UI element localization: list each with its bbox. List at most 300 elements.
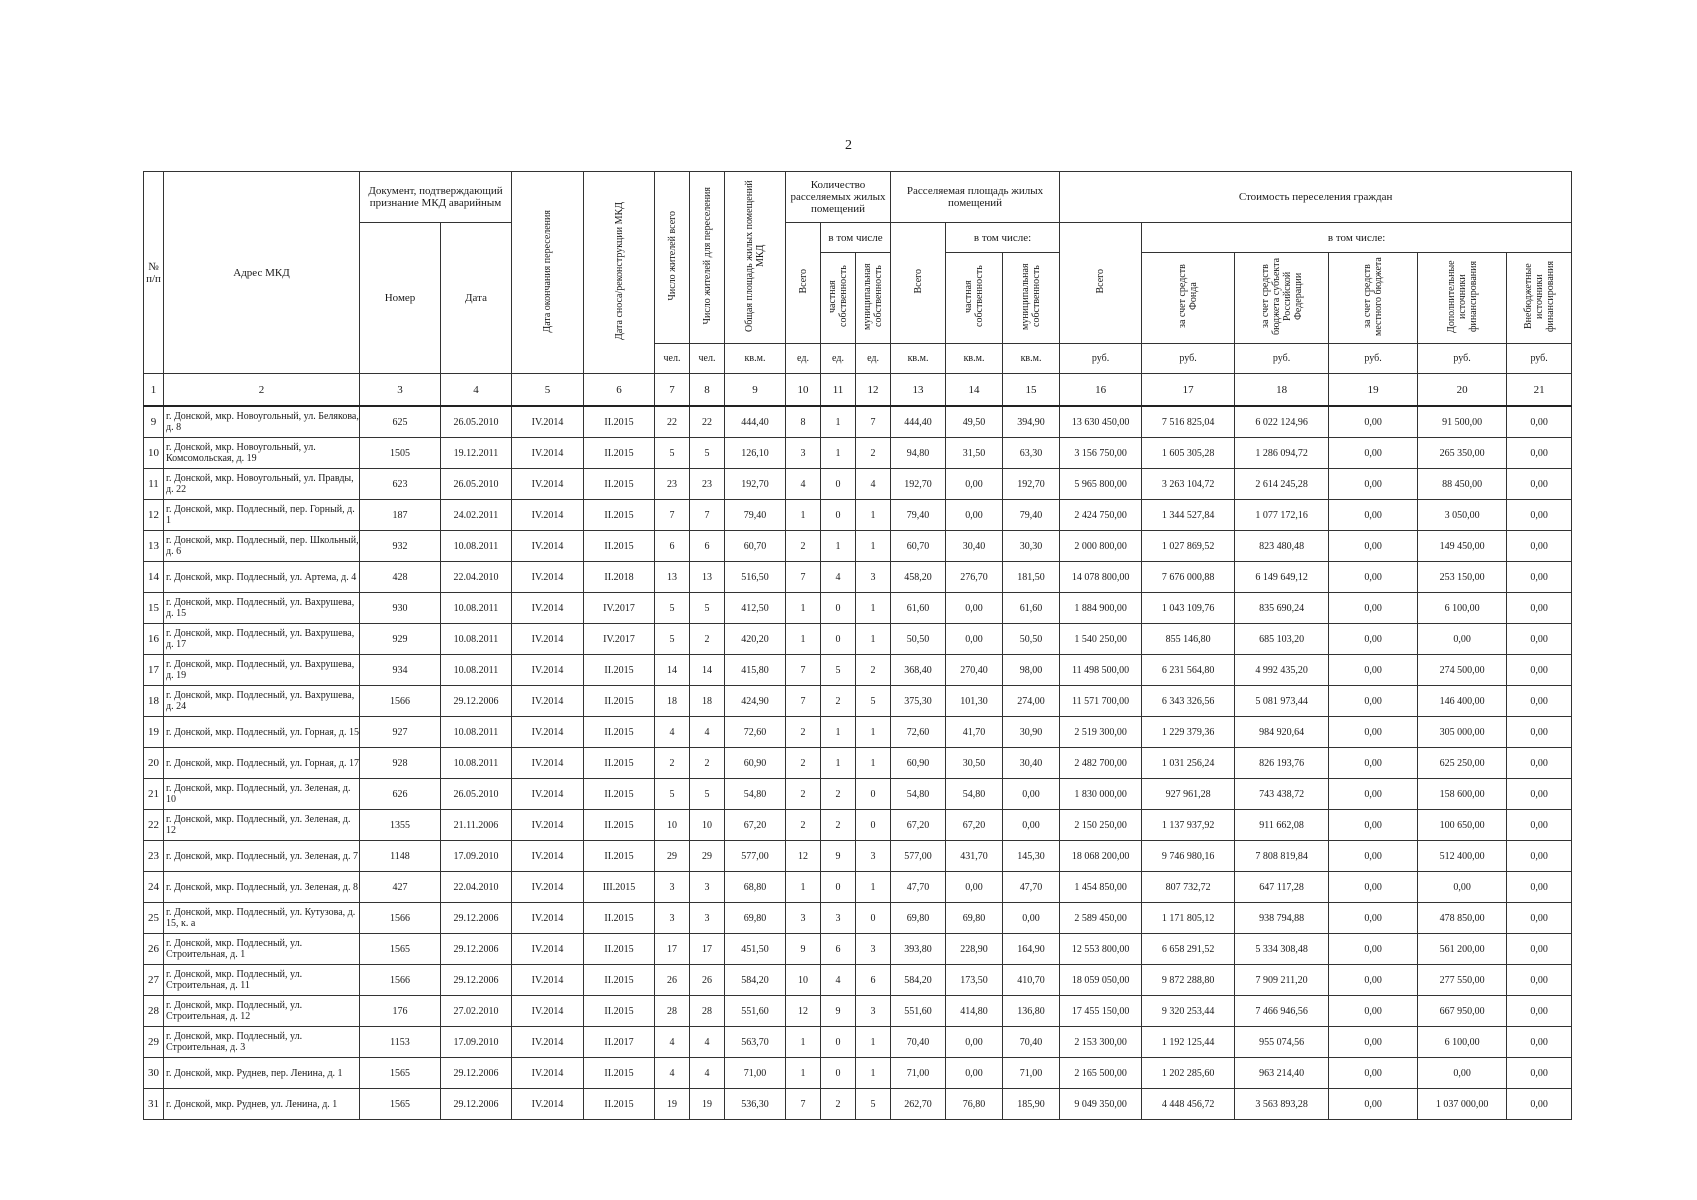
table-cell: 146 400,00	[1418, 686, 1507, 717]
table-cell: 2	[786, 748, 821, 779]
table-cell: 12 553 800,00	[1060, 934, 1142, 965]
table-cell: IV.2014	[512, 1089, 584, 1120]
table-cell: 11 571 700,00	[1060, 686, 1142, 717]
table-cell: 393,80	[891, 934, 946, 965]
table-cell: 70,40	[1003, 1027, 1060, 1058]
table-cell: 126,10	[725, 438, 786, 469]
table-cell: 577,00	[891, 841, 946, 872]
table-cell: 10.08.2011	[441, 624, 512, 655]
table-cell: 29	[690, 841, 725, 872]
header-area-group: Расселяемая площадь жилых помещений	[891, 172, 1060, 223]
table-cell: 18 059 050,00	[1060, 965, 1142, 996]
row-number: 19	[144, 717, 164, 748]
column-number: 6	[584, 374, 655, 407]
table-row	[144, 1058, 1572, 1089]
table-cell: 47,70	[891, 872, 946, 903]
table-cell: 0	[821, 624, 856, 655]
table-cell: II.2015	[584, 406, 655, 438]
address-cell: г. Донской, мкр. Новоугольный, ул. Правды, д. 22	[164, 469, 360, 500]
table-cell: 0,00	[1418, 872, 1507, 903]
table-cell: 1	[856, 500, 891, 531]
table-cell: 1 229 379,36	[1142, 717, 1235, 748]
table-cell: 265 350,00	[1418, 438, 1507, 469]
table-row	[144, 500, 1572, 531]
table-cell: 1 027 869,52	[1142, 531, 1235, 562]
column-number: 11	[821, 374, 856, 407]
table-cell: 807 732,72	[1142, 872, 1235, 903]
address-cell: г. Донской, мкр. Подлесный, ул. Вахрушева, д. 19	[164, 655, 360, 686]
table-cell: 10.08.2011	[441, 717, 512, 748]
table-cell: 561 200,00	[1418, 934, 1507, 965]
table-cell: 2	[821, 779, 856, 810]
table-cell: 276,70	[946, 562, 1003, 593]
table-cell: 0,00	[1507, 1089, 1572, 1120]
table-cell: 3	[655, 903, 690, 934]
table-cell: 6	[821, 934, 856, 965]
table-cell: 0,00	[1329, 500, 1418, 531]
table-cell: 458,20	[891, 562, 946, 593]
table-cell: 1565	[360, 1058, 441, 1089]
table-cell: 2	[786, 717, 821, 748]
table-cell: 26	[655, 965, 690, 996]
table-cell: 0,00	[1507, 562, 1572, 593]
table-cell: 4	[655, 1027, 690, 1058]
row-number: 17	[144, 655, 164, 686]
header-cost-additional: Дополнительные источники финансирования	[1418, 253, 1507, 344]
table-cell: II.2015	[584, 841, 655, 872]
table-cell: 2	[856, 438, 891, 469]
table-cell: 3	[821, 903, 856, 934]
address-cell: г. Донской, мкр. Руднев, пер. Ленина, д. 1	[164, 1058, 360, 1089]
table-row	[144, 996, 1572, 1027]
table-cell: 2 165 500,00	[1060, 1058, 1142, 1089]
unit-cell: кв.м.	[1003, 344, 1060, 374]
table-cell: 625 250,00	[1418, 748, 1507, 779]
table-cell: 31,50	[946, 438, 1003, 469]
table-cell: 9	[821, 996, 856, 1027]
table-cell: 72,60	[891, 717, 946, 748]
column-number: 5	[512, 374, 584, 407]
table-cell: 410,70	[1003, 965, 1060, 996]
table-cell: 1565	[360, 1089, 441, 1120]
table-cell: 2	[786, 779, 821, 810]
table-cell: 0	[821, 593, 856, 624]
table-cell: 3 050,00	[1418, 500, 1507, 531]
table-cell: 2 150 250,00	[1060, 810, 1142, 841]
table-cell: 29.12.2006	[441, 1058, 512, 1089]
table-cell: 22.04.2010	[441, 872, 512, 903]
table-cell: 1	[856, 624, 891, 655]
header-area-municipal: муниципальная собственность	[1003, 253, 1060, 344]
table-cell: 9 320 253,44	[1142, 996, 1235, 1027]
header-count-municipal: муниципальная собственность	[856, 253, 891, 344]
table-cell: 855 146,80	[1142, 624, 1235, 655]
table-cell: 0,00	[1329, 872, 1418, 903]
table-cell: 14	[690, 655, 725, 686]
address-cell: г. Донской, мкр. Руднев, ул. Ленина, д. 1	[164, 1089, 360, 1120]
table-cell: 18	[690, 686, 725, 717]
unit-cell: руб.	[1418, 344, 1507, 374]
table-cell: 0,00	[1329, 934, 1418, 965]
table-cell: 1	[821, 406, 856, 438]
table-cell: 3	[856, 996, 891, 1027]
table-cell: 551,60	[891, 996, 946, 1027]
column-number: 13	[891, 374, 946, 407]
table-cell: 0	[821, 500, 856, 531]
table-cell: 6 100,00	[1418, 1027, 1507, 1058]
table-cell: 50,50	[891, 624, 946, 655]
table-cell: 516,50	[725, 562, 786, 593]
table-row	[144, 903, 1572, 934]
table-cell: 27.02.2010	[441, 996, 512, 1027]
row-number: 31	[144, 1089, 164, 1120]
table-cell: 5	[655, 624, 690, 655]
table-cell: 30,40	[1003, 748, 1060, 779]
table-cell: II.2015	[584, 686, 655, 717]
table-cell: 67,20	[891, 810, 946, 841]
table-cell: 5 334 308,48	[1235, 934, 1329, 965]
table-cell: IV.2014	[512, 996, 584, 1027]
table-cell: 4	[786, 469, 821, 500]
table-row	[144, 717, 1572, 748]
table-cell: 63,30	[1003, 438, 1060, 469]
table-cell: 26.05.2010	[441, 779, 512, 810]
table-cell: 584,20	[725, 965, 786, 996]
table-cell: 164,90	[1003, 934, 1060, 965]
table-cell: IV.2014	[512, 779, 584, 810]
table-cell: IV.2014	[512, 562, 584, 593]
table-cell: 30,40	[946, 531, 1003, 562]
table-cell: 4 448 456,72	[1142, 1089, 1235, 1120]
table-row	[144, 872, 1572, 903]
table-cell: 0,00	[1329, 562, 1418, 593]
table-cell: 0,00	[1507, 593, 1572, 624]
table-cell: 1148	[360, 841, 441, 872]
header-count-group: Количество расселяемых жилых помещений	[786, 172, 891, 223]
table-cell: 0,00	[1329, 686, 1418, 717]
header-address: Адрес МКД	[164, 172, 360, 374]
table-cell: 0,00	[1329, 469, 1418, 500]
table-cell: 4	[821, 965, 856, 996]
table-cell: 1 192 125,44	[1142, 1027, 1235, 1058]
table-cell: 1 137 937,92	[1142, 810, 1235, 841]
address-cell: г. Донской, мкр. Подлесный, ул. Строительная, д. 11	[164, 965, 360, 996]
table-cell: 0,00	[1507, 996, 1572, 1027]
table-cell: 0,00	[1507, 717, 1572, 748]
table-cell: 29.12.2006	[441, 1089, 512, 1120]
table-cell: 0,00	[1329, 903, 1418, 934]
table-cell: 10	[690, 810, 725, 841]
table-cell: IV.2014	[512, 717, 584, 748]
table-cell: 18	[655, 686, 690, 717]
table-cell: 835 690,24	[1235, 593, 1329, 624]
table-cell: 955 074,56	[1235, 1027, 1329, 1058]
table-cell: 7 516 825,04	[1142, 406, 1235, 438]
table-cell: 1	[856, 593, 891, 624]
table-cell: 60,70	[725, 531, 786, 562]
table-cell: 192,70	[1003, 469, 1060, 500]
column-number: 4	[441, 374, 512, 407]
table-cell: 54,80	[725, 779, 786, 810]
table-row	[144, 779, 1572, 810]
table-cell: 551,60	[725, 996, 786, 1027]
table-cell: 22	[655, 406, 690, 438]
header-cost-group: Стоимость переселения граждан	[1060, 172, 1572, 223]
table-cell: IV.2014	[512, 841, 584, 872]
header-doc-date: Дата	[441, 223, 512, 374]
table-cell: II.2015	[584, 779, 655, 810]
table-cell: 28	[655, 996, 690, 1027]
table-cell: 5	[655, 779, 690, 810]
header-doc-number: Номер	[360, 223, 441, 374]
table-cell: 911 662,08	[1235, 810, 1329, 841]
address-cell: г. Донской, мкр. Подлесный, ул. Зеленая, д. 8	[164, 872, 360, 903]
table-cell: 427	[360, 872, 441, 903]
table-cell: 927 961,28	[1142, 779, 1235, 810]
row-number: 13	[144, 531, 164, 562]
table-cell: 2	[821, 810, 856, 841]
table-cell: 26.05.2010	[441, 406, 512, 438]
table-cell: 0,00	[1507, 810, 1572, 841]
table-cell: 6 231 564,80	[1142, 655, 1235, 686]
table-body	[144, 406, 1572, 1120]
row-number: 27	[144, 965, 164, 996]
table-cell: IV.2014	[512, 965, 584, 996]
table-cell: 1	[786, 872, 821, 903]
table-row	[144, 841, 1572, 872]
header-cost-extra: Внебюджетные источники финансирования	[1507, 253, 1572, 344]
table-cell: 1505	[360, 438, 441, 469]
table-cell: 1 077 172,16	[1235, 500, 1329, 531]
table-cell: 9	[786, 934, 821, 965]
table-cell: 826 193,76	[1235, 748, 1329, 779]
address-cell: г. Донской, мкр. Подлесный, ул. Строительная, д. 12	[164, 996, 360, 1027]
unit-cell: чел.	[655, 344, 690, 374]
table-cell: II.2015	[584, 903, 655, 934]
unit-cell: руб.	[1060, 344, 1142, 374]
table-cell: 54,80	[891, 779, 946, 810]
table-cell: 10.08.2011	[441, 593, 512, 624]
table-cell: 0,00	[1507, 655, 1572, 686]
table-cell: 1	[786, 1058, 821, 1089]
table-row	[144, 748, 1572, 779]
table-cell: IV.2014	[512, 903, 584, 934]
table-cell: 2 614 245,28	[1235, 469, 1329, 500]
table-cell: 2	[821, 686, 856, 717]
table-cell: 2 519 300,00	[1060, 717, 1142, 748]
table-cell: 1153	[360, 1027, 441, 1058]
table-cell: 1	[821, 717, 856, 748]
address-cell: г. Донской, мкр. Подлесный, ул. Зеленая, д. 10	[164, 779, 360, 810]
table-cell: 823 480,48	[1235, 531, 1329, 562]
table-cell: 4	[690, 1027, 725, 1058]
address-cell: г. Донской, мкр. Подлесный, ул. Горная, д. 17	[164, 748, 360, 779]
table-cell: 30,90	[1003, 717, 1060, 748]
header-count-private: частная собственность	[821, 253, 856, 344]
table-cell: 0,00	[1507, 469, 1572, 500]
table-cell: 667 950,00	[1418, 996, 1507, 1027]
table-cell: II.2015	[584, 531, 655, 562]
table-row	[144, 593, 1572, 624]
table-cell: 0,00	[1507, 934, 1572, 965]
table-cell: 2 153 300,00	[1060, 1027, 1142, 1058]
table-cell: 41,70	[946, 717, 1003, 748]
table-row	[144, 531, 1572, 562]
table-cell: 7	[655, 500, 690, 531]
row-number: 11	[144, 469, 164, 500]
table-cell: 3	[690, 903, 725, 934]
address-cell: г. Донской, мкр. Подлесный, пер. Горный, д. 1	[164, 500, 360, 531]
table-cell: IV.2014	[512, 934, 584, 965]
header-residents-total: Число жителей всего	[655, 172, 690, 344]
address-cell: г. Донской, мкр. Подлесный, ул. Зеленая, д. 12	[164, 810, 360, 841]
table-cell: 0,00	[1507, 624, 1572, 655]
table-cell: 0,00	[1329, 1089, 1418, 1120]
table-cell: 0	[821, 1058, 856, 1089]
table-cell: 29	[655, 841, 690, 872]
table-cell: 0,00	[1507, 500, 1572, 531]
table-cell: 274 500,00	[1418, 655, 1507, 686]
table-cell: 11 498 500,00	[1060, 655, 1142, 686]
table-cell: II.2018	[584, 562, 655, 593]
table-cell: 185,90	[1003, 1089, 1060, 1120]
table-cell: 1	[856, 748, 891, 779]
table-cell: 2 589 450,00	[1060, 903, 1142, 934]
table-cell: 0,00	[1329, 1058, 1418, 1089]
table-cell: 3	[655, 872, 690, 903]
header-cost-total: Всего	[1060, 223, 1142, 344]
header-area-including: в том числе:	[946, 223, 1060, 253]
column-number: 18	[1235, 374, 1329, 407]
table-cell: 0,00	[1329, 717, 1418, 748]
unit-cell: ед.	[821, 344, 856, 374]
table-cell: 101,30	[946, 686, 1003, 717]
table-cell: 29.12.2006	[441, 965, 512, 996]
table-cell: 17.09.2010	[441, 841, 512, 872]
table-row	[144, 1027, 1572, 1058]
table-cell: 6 022 124,96	[1235, 406, 1329, 438]
header-cost-fund: за счет средств Фонда	[1142, 253, 1235, 344]
table-cell: 0,00	[1003, 810, 1060, 841]
table-cell: 47,70	[1003, 872, 1060, 903]
table-cell: 61,60	[891, 593, 946, 624]
table-cell: 6	[856, 965, 891, 996]
page-number: 2	[845, 138, 852, 153]
table-cell: 2	[690, 748, 725, 779]
table-cell: 394,90	[1003, 406, 1060, 438]
table-cell: 10	[655, 810, 690, 841]
table-row	[144, 1089, 1572, 1120]
table-cell: 10.08.2011	[441, 655, 512, 686]
table-cell: 0,00	[946, 1027, 1003, 1058]
table-cell: IV.2014	[512, 531, 584, 562]
table-cell: 2	[786, 810, 821, 841]
table-cell: 3	[786, 438, 821, 469]
row-number: 10	[144, 438, 164, 469]
column-number: 12	[856, 374, 891, 407]
unit-cell: руб.	[1142, 344, 1235, 374]
table-cell: 1 043 109,76	[1142, 593, 1235, 624]
table-row	[144, 686, 1572, 717]
header-count-including: в том числе	[821, 223, 891, 253]
column-number: 19	[1329, 374, 1418, 407]
unit-cell: кв.м.	[946, 344, 1003, 374]
table-cell: 23	[655, 469, 690, 500]
table-cell: 938 794,88	[1235, 903, 1329, 934]
table-cell: 0,00	[946, 500, 1003, 531]
table-cell: 29.12.2006	[441, 903, 512, 934]
table-cell: 1	[786, 624, 821, 655]
table-cell: 7 808 819,84	[1235, 841, 1329, 872]
table-cell: 2	[690, 624, 725, 655]
column-number: 7	[655, 374, 690, 407]
table-cell: IV.2014	[512, 593, 584, 624]
table-cell: 4	[690, 1058, 725, 1089]
table-row	[144, 655, 1572, 686]
table-cell: III.2015	[584, 872, 655, 903]
table-cell: 7 676 000,88	[1142, 562, 1235, 593]
table-cell: 7	[786, 1089, 821, 1120]
table-cell: 563,70	[725, 1027, 786, 1058]
table-cell: 0	[856, 779, 891, 810]
row-number: 16	[144, 624, 164, 655]
table-cell: 305 000,00	[1418, 717, 1507, 748]
table-cell: 7	[856, 406, 891, 438]
table-cell: 1	[856, 872, 891, 903]
table-cell: 1355	[360, 810, 441, 841]
row-number: 30	[144, 1058, 164, 1089]
table-cell: 5	[655, 438, 690, 469]
table-cell: 0,00	[1418, 624, 1507, 655]
table-cell: 0,00	[1329, 810, 1418, 841]
table-cell: 5	[856, 686, 891, 717]
table-cell: 24.02.2011	[441, 500, 512, 531]
column-number-row	[144, 374, 1572, 407]
table-cell: 8	[786, 406, 821, 438]
table-row	[144, 562, 1572, 593]
table-row	[144, 624, 1572, 655]
table-cell: 0	[821, 1027, 856, 1058]
row-number: 24	[144, 872, 164, 903]
table-cell: 0	[821, 872, 856, 903]
table-cell: 6 343 326,56	[1142, 686, 1235, 717]
table-cell: 930	[360, 593, 441, 624]
table-cell: 60,70	[891, 531, 946, 562]
table-cell: 17	[690, 934, 725, 965]
table-cell: 28	[690, 996, 725, 1027]
table-cell: 1	[856, 717, 891, 748]
address-cell: г. Донской, мкр. Подлесный, ул. Строительная, д. 1	[164, 934, 360, 965]
table-cell: 0,00	[946, 593, 1003, 624]
table-cell: 3	[786, 903, 821, 934]
table-row	[144, 965, 1572, 996]
table-cell: 0,00	[1507, 779, 1572, 810]
header-demolition: Дата сноса/реконструкции МКД	[584, 172, 655, 374]
unit-cell: ед.	[856, 344, 891, 374]
table-cell: 149 450,00	[1418, 531, 1507, 562]
table-cell: 69,80	[891, 903, 946, 934]
address-cell: г. Донской, мкр. Подлесный, ул. Вахрушева, д. 15	[164, 593, 360, 624]
table-cell: 4	[856, 469, 891, 500]
address-cell: г. Донской, мкр. Подлесный, ул. Зеленая, д. 7	[164, 841, 360, 872]
header-cost-local: за счет средств местного бюджета	[1329, 253, 1418, 344]
row-number: 9	[144, 406, 164, 438]
table-cell: 1	[786, 1027, 821, 1058]
table-cell: 23	[690, 469, 725, 500]
table-cell: 5 965 800,00	[1060, 469, 1142, 500]
table-cell: 192,70	[891, 469, 946, 500]
table-cell: 9 872 288,80	[1142, 965, 1235, 996]
